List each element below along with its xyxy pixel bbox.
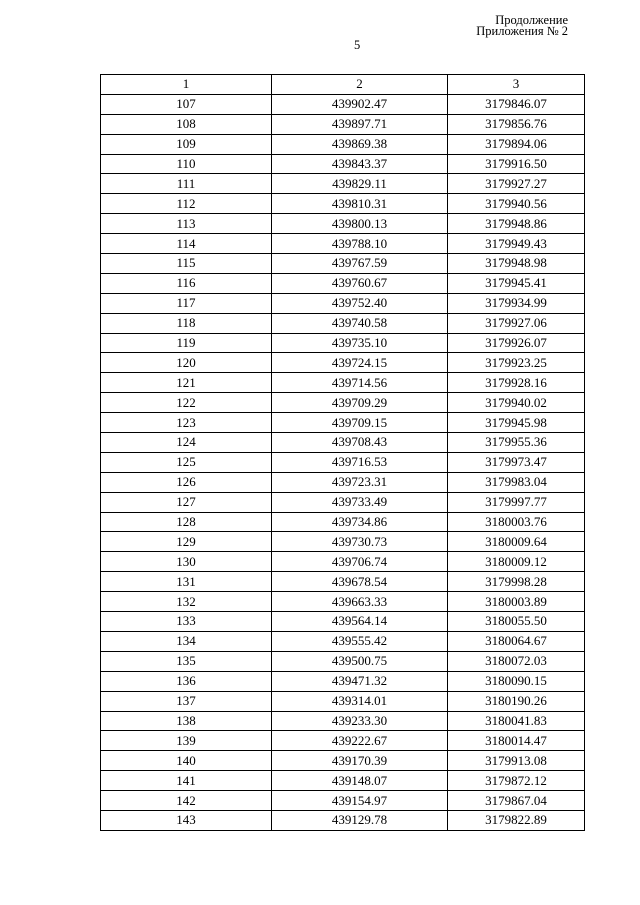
table-header-row <box>101 75 585 95</box>
table-row <box>101 413 585 433</box>
point-number-cell: 129 <box>101 532 272 552</box>
point-number-cell: 137 <box>101 691 272 711</box>
y-coordinate-cell: 3180041.83 <box>448 711 585 731</box>
x-coordinate-cell: 439471.32 <box>272 671 448 691</box>
table-row <box>101 771 585 791</box>
table-row <box>101 651 585 671</box>
point-number-cell: 142 <box>101 791 272 811</box>
point-number-cell: 134 <box>101 631 272 651</box>
x-coordinate-cell: 439706.74 <box>272 552 448 572</box>
point-number-cell: 111 <box>101 174 272 194</box>
table-row <box>101 731 585 751</box>
y-coordinate-cell: 3179940.02 <box>448 393 585 413</box>
table-row <box>101 472 585 492</box>
x-coordinate-cell: 439810.31 <box>272 194 448 214</box>
y-coordinate-cell: 3180009.64 <box>448 532 585 552</box>
x-coordinate-cell: 439733.49 <box>272 492 448 512</box>
point-number-cell: 123 <box>101 413 272 433</box>
table-row <box>101 512 585 532</box>
x-coordinate-cell: 439564.14 <box>272 612 448 632</box>
x-coordinate-cell: 439148.07 <box>272 771 448 791</box>
appendix-label: Приложения № 2 <box>476 24 568 38</box>
point-number-cell: 124 <box>101 433 272 453</box>
point-number-cell: 128 <box>101 512 272 532</box>
point-number-cell: 115 <box>101 254 272 274</box>
point-number-cell: 125 <box>101 452 272 472</box>
y-coordinate-cell: 3179945.98 <box>448 413 585 433</box>
y-coordinate-cell: 3179973.47 <box>448 452 585 472</box>
column-header-1: 1 <box>101 75 272 95</box>
y-coordinate-cell: 3180190.26 <box>448 691 585 711</box>
point-number-cell: 140 <box>101 751 272 771</box>
y-coordinate-cell: 3179998.28 <box>448 572 585 592</box>
point-number-cell: 138 <box>101 711 272 731</box>
x-coordinate-cell: 439829.11 <box>272 174 448 194</box>
x-coordinate-cell: 439788.10 <box>272 234 448 254</box>
point-number-cell: 116 <box>101 273 272 293</box>
y-coordinate-cell: 3179927.06 <box>448 313 585 333</box>
table-row <box>101 532 585 552</box>
x-coordinate-cell: 439500.75 <box>272 651 448 671</box>
table-row <box>101 393 585 413</box>
y-coordinate-cell: 3179926.07 <box>448 333 585 353</box>
x-coordinate-cell: 439800.13 <box>272 214 448 234</box>
x-coordinate-cell: 439730.73 <box>272 532 448 552</box>
y-coordinate-cell: 3179913.08 <box>448 751 585 771</box>
x-coordinate-cell: 439233.30 <box>272 711 448 731</box>
point-number-cell: 139 <box>101 731 272 751</box>
table-row <box>101 353 585 373</box>
point-number-cell: 130 <box>101 552 272 572</box>
table-body <box>101 94 585 830</box>
y-coordinate-cell: 3180064.67 <box>448 631 585 651</box>
x-coordinate-cell: 439678.54 <box>272 572 448 592</box>
point-number-cell: 120 <box>101 353 272 373</box>
table-row <box>101 711 585 731</box>
y-coordinate-cell: 3179997.77 <box>448 492 585 512</box>
y-coordinate-cell: 3179948.86 <box>448 214 585 234</box>
x-coordinate-cell: 439154.97 <box>272 791 448 811</box>
point-number-cell: 143 <box>101 810 272 830</box>
table-row <box>101 134 585 154</box>
table-row <box>101 552 585 572</box>
table-row <box>101 254 585 274</box>
point-number-cell: 108 <box>101 114 272 134</box>
x-coordinate-cell: 439314.01 <box>272 691 448 711</box>
point-number-cell: 132 <box>101 592 272 612</box>
y-coordinate-cell: 3179948.98 <box>448 254 585 274</box>
point-number-cell: 118 <box>101 313 272 333</box>
y-coordinate-cell: 3179856.76 <box>448 114 585 134</box>
table-row <box>101 452 585 472</box>
table-row <box>101 492 585 512</box>
x-coordinate-cell: 439752.40 <box>272 293 448 313</box>
y-coordinate-cell: 3179940.56 <box>448 194 585 214</box>
table-row <box>101 691 585 711</box>
point-number-cell: 117 <box>101 293 272 313</box>
table-row <box>101 114 585 134</box>
table-row <box>101 433 585 453</box>
y-coordinate-cell: 3179934.99 <box>448 293 585 313</box>
appendix-note <box>476 15 568 37</box>
y-coordinate-cell: 3180090.15 <box>448 671 585 691</box>
table-row <box>101 791 585 811</box>
y-coordinate-cell: 3180055.50 <box>448 612 585 632</box>
y-coordinate-cell: 3179955.36 <box>448 433 585 453</box>
point-number-cell: 127 <box>101 492 272 512</box>
table-row <box>101 174 585 194</box>
x-coordinate-cell: 439716.53 <box>272 452 448 472</box>
x-coordinate-cell: 439723.31 <box>272 472 448 492</box>
x-coordinate-cell: 439760.67 <box>272 273 448 293</box>
y-coordinate-cell: 3179927.27 <box>448 174 585 194</box>
table-row <box>101 313 585 333</box>
point-number-cell: 136 <box>101 671 272 691</box>
point-number-cell: 126 <box>101 472 272 492</box>
point-number-cell: 107 <box>101 94 272 114</box>
table-row <box>101 671 585 691</box>
x-coordinate-cell: 439129.78 <box>272 810 448 830</box>
point-number-cell: 119 <box>101 333 272 353</box>
table-row <box>101 333 585 353</box>
table-row <box>101 751 585 771</box>
y-coordinate-cell: 3180009.12 <box>448 552 585 572</box>
x-coordinate-cell: 439902.47 <box>272 94 448 114</box>
y-coordinate-cell: 3179872.12 <box>448 771 585 791</box>
x-coordinate-cell: 439222.67 <box>272 731 448 751</box>
table-row <box>101 592 585 612</box>
y-coordinate-cell: 3179894.06 <box>448 134 585 154</box>
y-coordinate-cell: 3179923.25 <box>448 353 585 373</box>
table-row <box>101 612 585 632</box>
x-coordinate-cell: 439869.38 <box>272 134 448 154</box>
continuation-label: Продолжение <box>495 13 568 27</box>
x-coordinate-cell: 439734.86 <box>272 512 448 532</box>
y-coordinate-cell: 3180014.47 <box>448 731 585 751</box>
x-coordinate-cell: 439709.15 <box>272 413 448 433</box>
point-number-cell: 112 <box>101 194 272 214</box>
x-coordinate-cell: 439735.10 <box>272 333 448 353</box>
point-number-cell: 114 <box>101 234 272 254</box>
table-row <box>101 293 585 313</box>
point-number-cell: 110 <box>101 154 272 174</box>
y-coordinate-cell: 3180003.89 <box>448 592 585 612</box>
table-row <box>101 94 585 114</box>
x-coordinate-cell: 439714.56 <box>272 373 448 393</box>
y-coordinate-cell: 3180003.76 <box>448 512 585 532</box>
table-row <box>101 631 585 651</box>
y-coordinate-cell: 3179945.41 <box>448 273 585 293</box>
x-coordinate-cell: 439843.37 <box>272 154 448 174</box>
x-coordinate-cell: 439897.71 <box>272 114 448 134</box>
point-number-cell: 122 <box>101 393 272 413</box>
point-number-cell: 141 <box>101 771 272 791</box>
y-coordinate-cell: 3179983.04 <box>448 472 585 492</box>
y-coordinate-cell: 3179846.07 <box>448 94 585 114</box>
page-number: 5 <box>354 38 361 52</box>
point-number-cell: 131 <box>101 572 272 592</box>
x-coordinate-cell: 439708.43 <box>272 433 448 453</box>
point-number-cell: 113 <box>101 214 272 234</box>
table-row <box>101 273 585 293</box>
x-coordinate-cell: 439663.33 <box>272 592 448 612</box>
x-coordinate-cell: 439740.58 <box>272 313 448 333</box>
x-coordinate-cell: 439724.15 <box>272 353 448 373</box>
table-row <box>101 572 585 592</box>
x-coordinate-cell: 439555.42 <box>272 631 448 651</box>
coordinates-table <box>100 74 585 831</box>
y-coordinate-cell: 3180072.03 <box>448 651 585 671</box>
y-coordinate-cell: 3179916.50 <box>448 154 585 174</box>
y-coordinate-cell: 3179949.43 <box>448 234 585 254</box>
point-number-cell: 135 <box>101 651 272 671</box>
point-number-cell: 133 <box>101 612 272 632</box>
table-row <box>101 214 585 234</box>
column-header-2: 2 <box>272 75 448 95</box>
x-coordinate-cell: 439170.39 <box>272 751 448 771</box>
table-row <box>101 194 585 214</box>
y-coordinate-cell: 3179928.16 <box>448 373 585 393</box>
x-coordinate-cell: 439767.59 <box>272 254 448 274</box>
x-coordinate-cell: 439709.29 <box>272 393 448 413</box>
table-row <box>101 373 585 393</box>
point-number-cell: 109 <box>101 134 272 154</box>
point-number-cell: 121 <box>101 373 272 393</box>
table-row <box>101 234 585 254</box>
y-coordinate-cell: 3179867.04 <box>448 791 585 811</box>
y-coordinate-cell: 3179822.89 <box>448 810 585 830</box>
table-row <box>101 810 585 830</box>
table-row <box>101 154 585 174</box>
column-header-3: 3 <box>448 75 585 95</box>
